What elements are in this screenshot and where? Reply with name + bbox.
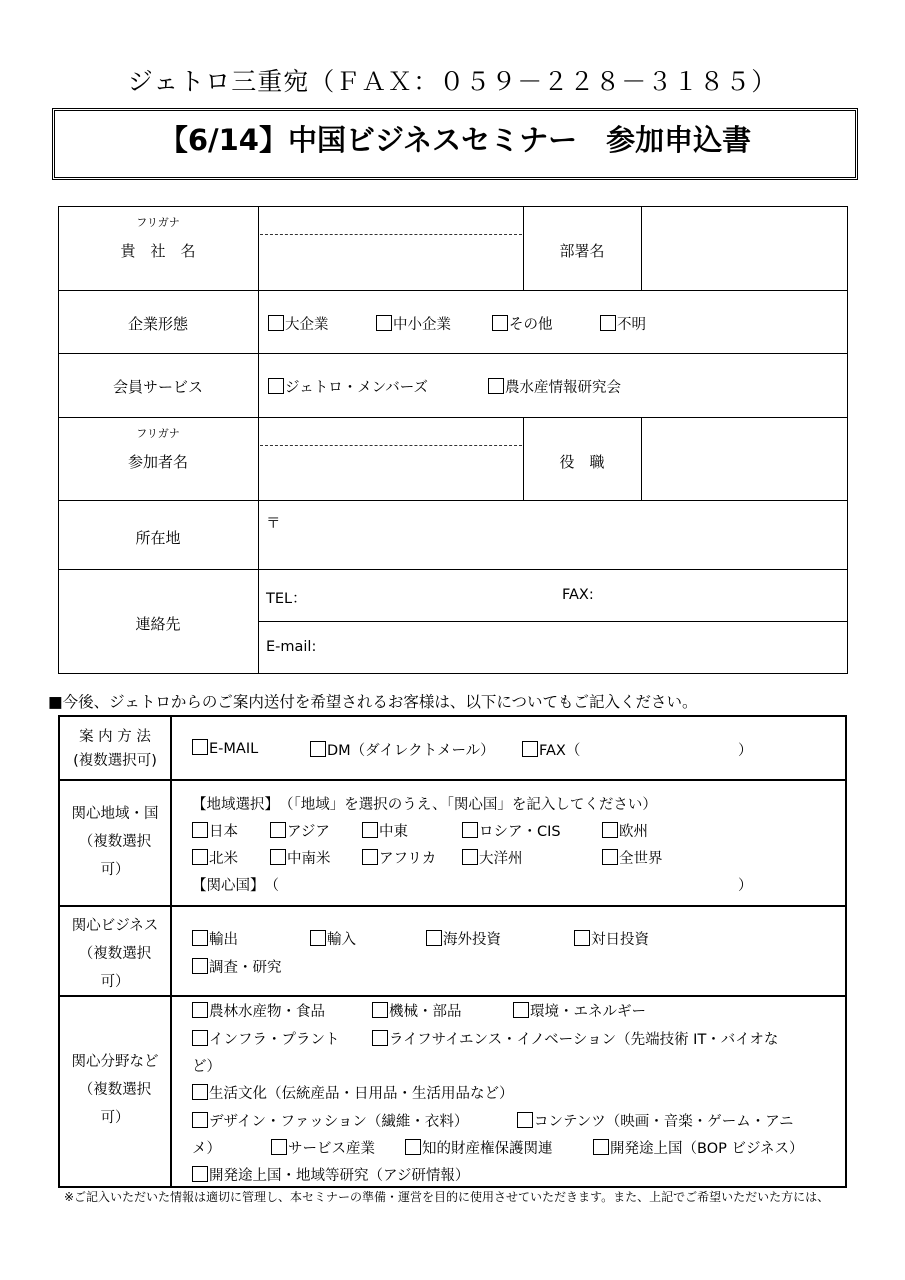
checkbox-dm[interactable] — [310, 739, 495, 760]
checkbox-icon[interactable] — [268, 315, 284, 331]
checkbox-icon[interactable] — [271, 1139, 287, 1155]
checkbox-ide-research[interactable] — [192, 1164, 469, 1185]
checkbox-icon[interactable] — [310, 930, 326, 946]
option-label: 日本 — [209, 824, 238, 840]
checkbox-icon[interactable] — [602, 822, 618, 838]
checkbox-agri-food[interactable] — [192, 1000, 325, 1021]
company-type-label: 企業形態 — [127, 315, 188, 333]
checkbox-icon[interactable] — [310, 741, 326, 757]
checkbox-icon[interactable] — [192, 849, 208, 865]
email-field[interactable] — [266, 639, 844, 655]
checkbox-jetro-members[interactable] — [268, 376, 428, 397]
checkbox-icon[interactable] — [192, 1084, 208, 1100]
department-input[interactable] — [643, 208, 845, 288]
checkbox-unknown[interactable] — [600, 313, 646, 334]
checkbox-worldwide[interactable] — [602, 847, 663, 868]
option-label: DM（ダイレクトメール） — [327, 743, 495, 759]
fax-destination: ジェトロ三重宛（ＦＡＸ：０５９－２２８－３１８５） — [127, 67, 778, 96]
checkbox-north-america[interactable] — [192, 847, 238, 868]
checkbox-research[interactable] — [192, 956, 282, 977]
option-label: アジア — [287, 824, 330, 840]
notice-text: ■今後、ジェトロからのご案内送付を希望されるお客様は、以下についてもご記入ください。 — [48, 693, 698, 711]
option-label: 開発途上国（BOP ビジネス） — [610, 1141, 804, 1157]
checkbox-large[interactable] — [268, 313, 329, 334]
option-label: ロシア・CIS — [479, 824, 561, 840]
option-label: 対日投資 — [591, 932, 649, 948]
option-label: デザイン・ファッション（繊維・衣料） — [209, 1114, 469, 1130]
option-label: 中南米 — [287, 851, 331, 867]
region-instruction: 【地域選択】 （「地域」を選択のうえ、「関心国」を記入してください） — [192, 797, 657, 813]
checkbox-icon[interactable] — [593, 1139, 609, 1155]
footnote: ※ご記入いただいた情報は適切に管理し、本セミナーの準備・運営を目的に使用させていただきます。また、上記でご希望いただいた方には、 — [64, 1190, 830, 1204]
checkbox-icon[interactable] — [574, 930, 590, 946]
company-label: 貴 社 名 — [120, 242, 196, 260]
checkbox-fax[interactable] — [522, 739, 580, 760]
checkbox-icon[interactable] — [372, 1030, 388, 1046]
checkbox-export[interactable] — [192, 928, 238, 949]
checkbox-latin-america[interactable] — [270, 847, 331, 868]
checkbox-icon[interactable] — [362, 822, 378, 838]
checkbox-icon[interactable] — [513, 1002, 529, 1018]
tel-field[interactable] — [266, 587, 556, 608]
checkbox-icon[interactable] — [192, 822, 208, 838]
checkbox-asia[interactable] — [270, 820, 330, 841]
participant-label: 参加者名 — [127, 453, 188, 471]
participant-furigana-input[interactable] — [260, 419, 522, 444]
option-label: 中小企業 — [393, 317, 451, 333]
department-label: 部署名 — [559, 242, 605, 260]
checkbox-agri-research[interactable] — [488, 376, 621, 397]
option-label: E-MAIL — [209, 741, 259, 757]
company-name-input[interactable] — [260, 236, 522, 288]
checkbox-icon[interactable] — [492, 315, 508, 331]
checkbox-icon[interactable] — [376, 315, 392, 331]
checkbox-icon[interactable] — [270, 822, 286, 838]
checkbox-icon[interactable] — [192, 739, 208, 755]
checkbox-ip-protection[interactable] — [405, 1137, 553, 1158]
option-label: 環境・エネルギー — [530, 1004, 646, 1020]
checkbox-contents[interactable] — [517, 1110, 794, 1131]
country-label: 【関心国】 （ — [192, 878, 279, 894]
checkbox-icon[interactable] — [192, 958, 208, 974]
checkbox-icon[interactable] — [270, 849, 286, 865]
checkbox-icon[interactable] — [192, 1166, 208, 1182]
checkbox-icon[interactable] — [372, 1002, 388, 1018]
checkbox-icon[interactable] — [405, 1139, 421, 1155]
option-label: 中東 — [379, 824, 408, 840]
page-title: 【6/14】中国ビジネスセミナー 参加申込書 — [158, 123, 752, 157]
checkbox-bop-business[interactable] — [593, 1137, 804, 1158]
position-input[interactable] — [643, 419, 845, 499]
option-label: 海外投資 — [443, 932, 501, 948]
checkbox-overseas-investment[interactable] — [426, 928, 501, 949]
option-label: 北米 — [209, 851, 238, 867]
method-label: 案 内 方 法 (複数選択可) — [73, 729, 157, 769]
checkbox-infrastructure[interactable] — [192, 1028, 340, 1049]
member-service-label: 会員サービス — [112, 378, 203, 396]
checkbox-icon[interactable] — [488, 378, 504, 394]
business-label: 関心ビジネス （複数選択 可） — [71, 918, 159, 990]
checkbox-icon[interactable] — [192, 930, 208, 946]
option-label: その他 — [509, 317, 553, 333]
option-label: 農水産情報研究会 — [505, 380, 621, 396]
checkbox-icon[interactable] — [522, 741, 538, 757]
tel-label: TEL： — [266, 591, 307, 607]
checkbox-middle-east[interactable] — [362, 820, 408, 841]
checkbox-import[interactable] — [310, 928, 356, 949]
checkbox-africa[interactable] — [362, 847, 436, 868]
country-close-paren: ） — [738, 878, 753, 894]
contact-label: 連絡先 — [135, 615, 181, 633]
participant-name-input[interactable] — [260, 447, 522, 499]
address-input[interactable] — [266, 512, 844, 567]
option-label: コンテンツ（映画・音楽・ゲーム・アニ — [534, 1114, 794, 1130]
checkbox-icon[interactable] — [192, 1112, 208, 1128]
checkbox-sme[interactable] — [376, 313, 451, 334]
furigana-label: フリガナ — [136, 427, 180, 440]
checkbox-icon[interactable] — [268, 378, 284, 394]
option-label: 農林水産物・食品 — [209, 1004, 325, 1020]
option-label: 大洋州 — [479, 851, 523, 867]
option-label: 知的財産権保護関連 — [422, 1141, 553, 1157]
checkbox-icon[interactable] — [426, 930, 442, 946]
option-label: アフリカ — [379, 851, 437, 867]
option-label: インフラ・プラント — [209, 1032, 340, 1048]
option-label: 調査・研究 — [209, 960, 282, 976]
checkbox-japan[interactable] — [192, 820, 238, 841]
country-input[interactable] — [300, 872, 730, 894]
checkbox-machinery[interactable] — [372, 1000, 462, 1021]
checkbox-icon[interactable] — [462, 822, 478, 838]
checkbox-icon[interactable] — [192, 1002, 208, 1018]
company-furigana-input[interactable] — [260, 208, 522, 233]
checkbox-icon[interactable] — [600, 315, 616, 331]
checkbox-icon[interactable] — [462, 849, 478, 865]
checkbox-life-science[interactable] — [372, 1028, 778, 1049]
option-label: 不明 — [617, 317, 646, 333]
fax-field[interactable] — [562, 587, 842, 603]
option-label: 生活文化（伝統産品・日用品・生活用品など） — [209, 1086, 514, 1102]
fax-close-paren: ） — [738, 743, 753, 759]
field-label: 関心分野など （複数選択 可） — [71, 1054, 159, 1126]
checkbox-icon[interactable] — [362, 849, 378, 865]
postal-mark: 〒 — [266, 516, 281, 532]
option-label-continued: ど） — [192, 1059, 221, 1075]
checkbox-icon[interactable] — [192, 1030, 208, 1046]
option-label: サービス産業 — [288, 1141, 375, 1157]
option-label: 輸入 — [327, 932, 356, 948]
option-label-continued: メ） — [192, 1141, 221, 1157]
checkbox-oceania[interactable] — [462, 847, 523, 868]
checkbox-lifestyle[interactable] — [192, 1082, 514, 1103]
option-label: ジェトロ・メンバーズ — [285, 380, 428, 396]
checkbox-fdi-japan[interactable] — [574, 928, 649, 949]
checkbox-email[interactable] — [192, 739, 258, 757]
option-label: 全世界 — [619, 851, 663, 867]
checkbox-russia-cis[interactable] — [462, 820, 561, 841]
email-label: E-mail: — [266, 639, 317, 655]
checkbox-environment[interactable] — [513, 1000, 646, 1021]
address-label: 所在地 — [135, 529, 181, 547]
checkbox-icon[interactable] — [517, 1112, 533, 1128]
checkbox-other[interactable] — [492, 313, 553, 334]
option-label: FAX（ — [539, 743, 581, 759]
region-label: 関心地域・国 （複数選択 可） — [71, 806, 159, 878]
checkbox-service-industry[interactable] — [271, 1137, 375, 1158]
checkbox-europe[interactable] — [602, 820, 648, 841]
checkbox-icon[interactable] — [602, 849, 618, 865]
option-label: 開発途上国・地域等研究（アジ研情報） — [209, 1168, 470, 1184]
option-label: ライフサイエンス・イノベーション（先端技術 IT・バイオな — [389, 1032, 779, 1048]
position-label: 役 職 — [559, 453, 605, 471]
furigana-label: フリガナ — [136, 216, 180, 229]
option-label: 輸出 — [209, 932, 238, 948]
fax-label: FAX: — [562, 587, 594, 603]
option-label: 大企業 — [285, 317, 329, 333]
option-label: 機械・部品 — [389, 1004, 462, 1020]
checkbox-design-fashion[interactable] — [192, 1110, 468, 1131]
option-label: 欧州 — [619, 824, 648, 840]
